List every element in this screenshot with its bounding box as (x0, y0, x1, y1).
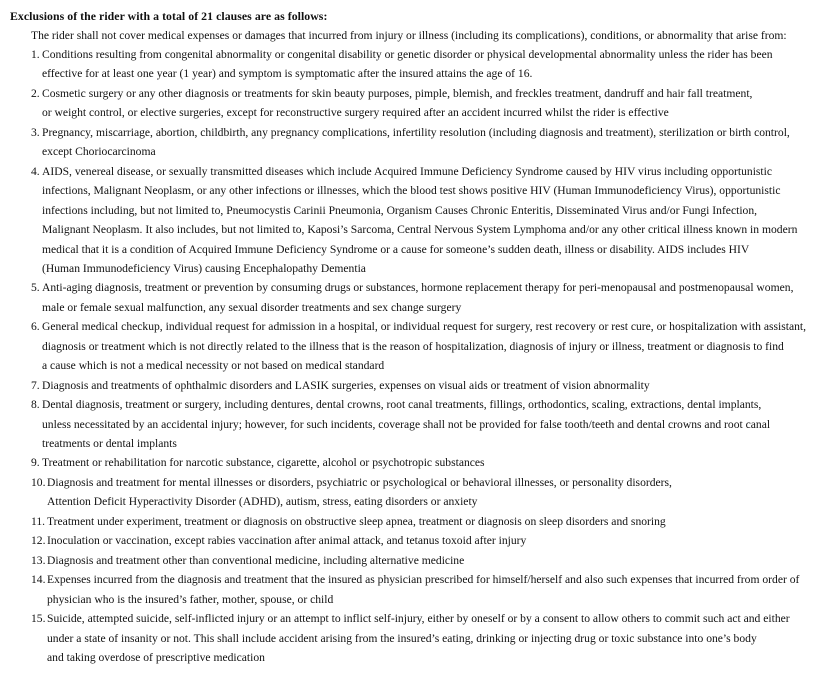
clause-line: General medical checkup, individual request for admission in a hospital, or individual request for surgery, rest recovery or rest cure, or hospitalization with assistant, (42, 320, 807, 334)
clause-number: 14. (31, 573, 46, 587)
clause-line: effective for at least one year (1 year) and symptom is symptomatic after the insured attains the age of 16. (42, 67, 533, 81)
clause-line: Malignant Neoplasm. It also includes, but not limited to, Kaposi’s Sarcoma, Central Nervous System Lymphoma and/or any other critical illness known in modern (42, 223, 798, 237)
clause-line: Dental diagnosis, treatment or surgery, including dentures, dental crowns, root canal treatments, fillings, orthodontics, scaling, extractions, dental implants, (42, 398, 762, 412)
clause-number: 2. (31, 86, 40, 100)
clause-number: 11. (31, 514, 46, 528)
clause-line: Inoculation or vaccination, except rabies vaccination after animal attack, and tetanus toxoid after injury (47, 534, 527, 548)
clause-line: treatments or dental implants (42, 437, 177, 450)
clause-number: 15. (31, 612, 46, 626)
clause-number: 1. (31, 48, 40, 61)
clause-line: except Choriocarcinoma (42, 145, 156, 159)
clause-line: infections including, but not limited to, Pneumocystis Carinii Pneumonia, Organism Causes Chronic Enteritis, Disseminated Virus and/or Fungi Infection, (42, 203, 758, 217)
clause-line: under a state of insanity or not. This shall include accident arising from the insured’s eating, drinking or injecting drug or toxic substance into one’s body (47, 631, 757, 645)
clause-line: Conditions resulting from congenital abnormality or congenital disability or genetic disorder or physical developmental abnormality unless the rider has been (42, 48, 773, 61)
clause-number: 4. (31, 164, 40, 178)
clause-number: 6. (31, 320, 40, 334)
clause-line: or weight control, or elective surgeries, except for reconstructive surgery required after an accident incurred whilst the rider is effective (42, 106, 669, 120)
clause-line: Suicide, attempted suicide, self-inflicted injury or an attempt to inflict self-injury, either by oneself or by a consent to allow others to commit such act and either (47, 612, 790, 626)
clause-number: 8. (31, 398, 40, 412)
clause-number: 5. (31, 281, 40, 295)
clause-line: Treatment or rehabilitation for narcotic substance, cigarette, alcohol or psychotropic substances (42, 456, 485, 470)
clause-line: Pregnancy, miscarriage, abortion, childbirth, any pregnancy complications, infertility resolution (including diagnosis and treatment), sterilization or birth control, (42, 125, 790, 139)
clause-line: male or female sexual malfunction, any sexual disorder treatments and sex change surgery (42, 300, 462, 314)
clause-line: Expenses incurred from the diagnosis and treatment that the insured as physician prescribed for himself/herself and also such expenses that incurred from order of (47, 573, 800, 587)
clause-line: unless necessitated by an accidental injury; however, for such incidents, coverage shall not be provided for false tooth/teeth and dental crowns and root canal (42, 417, 771, 431)
clause-line: Anti-aging diagnosis, treatment or prevention by consuming drugs or substances, hormone replacement therapy for peri-menopausal and postmenopausal women, (42, 281, 794, 295)
clause-line: physician who is the insured’s father, mother, spouse, or child (47, 592, 334, 606)
clause-number: 9. (31, 456, 40, 470)
clause-line: and taking overdose of prescriptive medication (47, 650, 265, 664)
clause-line: Diagnosis and treatment other than conventional medicine, including alternative medicine (47, 553, 465, 567)
clause-number: 3. (31, 125, 40, 139)
clause-number: 13. (31, 553, 46, 567)
clause-number: 7. (31, 378, 40, 392)
clause-line: Diagnosis and treatment for mental illnesses or disorders, psychiatric or psychological or behavioral illnesses, or personality disorders, (47, 475, 672, 489)
clause-line: AIDS, venereal disease, or sexually transmitted diseases which include Acquired Immune Deficiency Syndrome caused by HIV virus including opportunistic (42, 164, 773, 178)
clause-line: Diagnosis and treatments of ophthalmic disorders and LASIK surgeries, expenses on visual aids or treatment of vision abnormality (42, 378, 650, 392)
clause-line: Attention Deficit Hyperactivity Disorder (ADHD), autism, stress, eating disorders or anxiety (47, 495, 478, 509)
clause-number: 10. (31, 475, 46, 489)
intro-paragraph: The rider shall not cover medical expenses or damages that incurred from injury or illness (including its complications), conditions, or abnormality that arise from: (31, 29, 787, 42)
clause-line: medical that it is a condition of Acquired Immune Deficiency Syndrome or a cause for someone’s sudden death, illness or disability. AIDS includes HIV (42, 242, 750, 256)
clause-line: (Human Immunodeficiency Virus) causing Encephalopathy Dementia (42, 261, 366, 275)
clause-line: Treatment under experiment, treatment or diagnosis on obstructive sleep apnea, treatment or diagnosis on sleep disorders and snoring (47, 514, 666, 528)
clause-line: Cosmetic surgery or any other diagnosis or treatments for skin beauty purposes, pimple, blemish, and freckles treatment, dandruff and hair fall treatment, (42, 86, 753, 100)
document-title: Exclusions of the rider with a total of 21 clauses are as follows: (10, 9, 328, 23)
clause-line: infections, Malignant Neoplasm, or any other infections or illnesses, which the blood test shows positive HIV (Human Immunodeficiency Virus), opportunistic (42, 184, 781, 198)
clause-number: 12. (31, 534, 46, 548)
clause-line: diagnosis or treatment which is not directly related to the illness that is the reason of hospitalization, diagnosis of injury or illness, treatment or diagnosis to find (42, 339, 784, 353)
clause-line: a cause which is not a medical necessity or not based on medical standard (42, 359, 385, 373)
